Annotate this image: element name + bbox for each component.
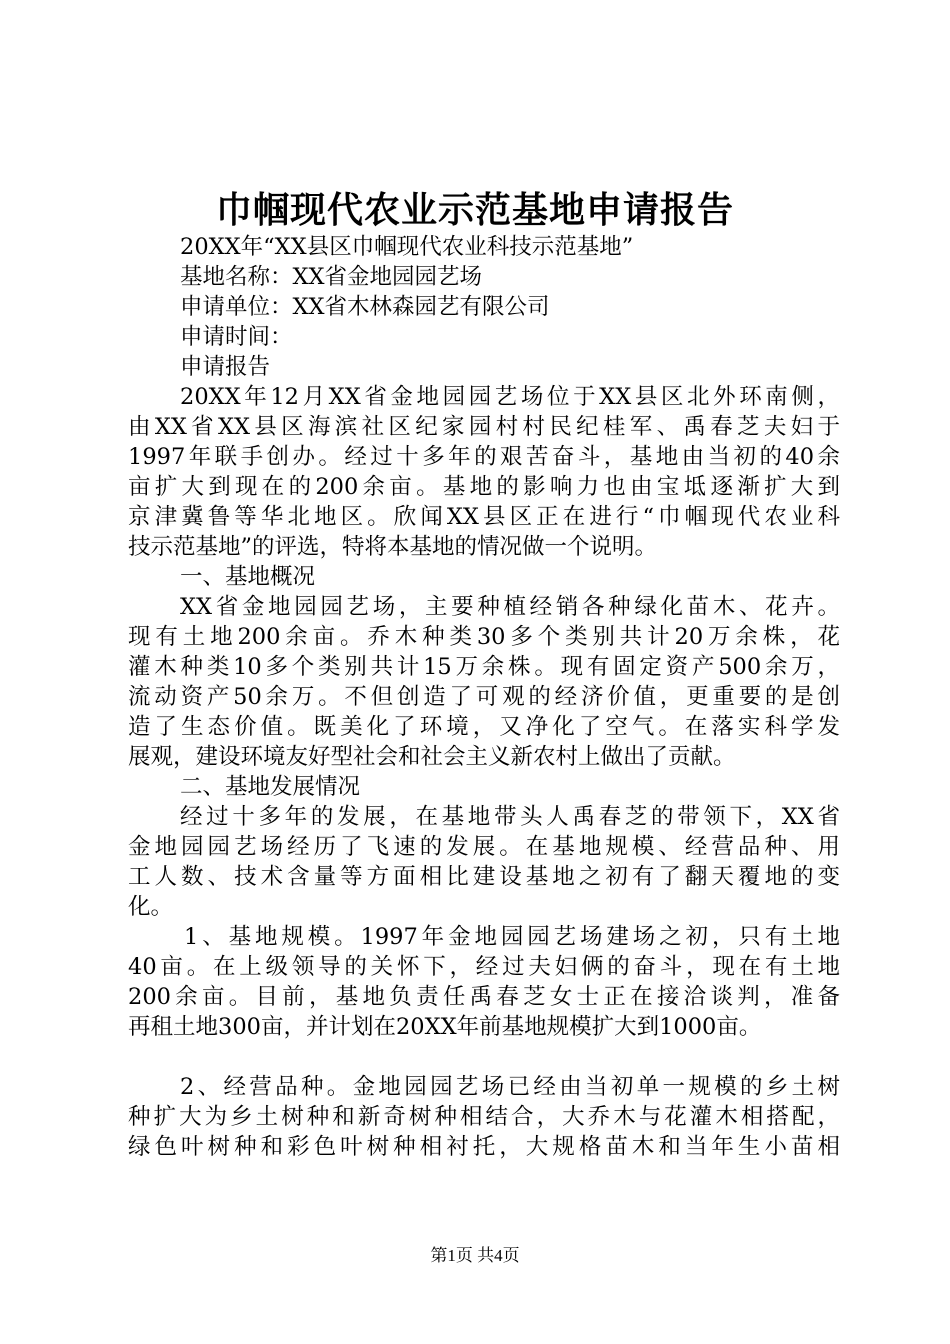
page-footer: 第1页 共4页	[430, 1246, 520, 1265]
document-body	[128, 232, 840, 1162]
intro-line: 亩扩大到现在的200余亩。基地的影响力也由宝坻逐渐扩大到	[128, 474, 840, 500]
header-line-date: 申请时间：	[180, 324, 293, 350]
development-line: 经过十多年的发展，在基地带头人禹春芝的带领下，XX省	[180, 804, 840, 830]
scale-line: 40亩。在上级领导的关怀下，经过夫妇俩的奋斗，现在有土地	[128, 954, 840, 980]
header-line-year: 20XX年“XX县区巾帼现代农业科技示范基地”	[180, 234, 634, 260]
intro-line: 技示范基地”的评选，特将本基地的情况做一个说明。	[128, 534, 658, 560]
varieties-line: 2、经营品种。金地园园艺场已经由当初单一规模的乡土树	[180, 1074, 840, 1100]
intro-line: 20XX年12月XX省金地园园艺场位于XX县区北外环南侧，	[180, 384, 840, 410]
header-line-report: 申请报告	[180, 354, 271, 380]
scale-line: 再租土地300亩，并计划在20XX年前基地规模扩大到1000亩。	[128, 1014, 762, 1040]
development-line: 金地园园艺场经历了飞速的发展。在基地规模、经营品种、用	[128, 834, 840, 860]
varieties-line: 绿色叶树种和彩色叶树种相衬托，大规格苗木和当年生小苗相	[128, 1134, 840, 1160]
varieties-line: 种扩大为乡土树种和新奇树种相结合，大乔木与花灌木相搭配，	[128, 1104, 840, 1130]
header-line-applicant: 申请单位：XX省木林森园艺有限公司	[180, 294, 550, 320]
header-line-base-name: 基地名称：XX省金地园园艺场	[180, 264, 483, 290]
development-line: 工人数、技术含量等方面相比建设基地之初有了翻天覆地的变	[128, 864, 840, 890]
document-title: 巾帼现代农业示范基地申请报告	[215, 189, 734, 231]
overview-line: XX省金地园园艺场，主要种植经销各种绿化苗木、花卉。	[180, 594, 840, 620]
paragraph-gap	[128, 1042, 840, 1072]
overview-line: 展观，建设环境友好型社会和社会主义新农村上做出了贡献。	[128, 744, 736, 770]
overview-line: 流动资产50余万。不但创造了可观的经济价值，更重要的是创	[128, 684, 840, 710]
overview-line: 灌木种类10多个类别共计15万余株。现有固定资产500余万，	[128, 654, 840, 680]
intro-line: 由XX省XX县区海滨社区纪家园村村民纪桂军、禹春芝夫妇于	[128, 414, 840, 440]
intro-line: 1997年联手创办。经过十多年的艰苦奋斗，基地由当初的40余	[128, 444, 840, 470]
section1-heading: 一、基地概况	[180, 564, 316, 590]
development-line: 化。	[128, 894, 174, 920]
scale-line: 200余亩。目前，基地负责任禹春芝女士正在接洽谈判，准备	[128, 984, 840, 1010]
intro-line: 京津冀鲁等华北地区。欣闻XX县区正在进行“巾帼现代农业科	[128, 504, 840, 530]
overview-line: 造了生态价值。既美化了环境，又净化了空气。在落实科学发	[128, 714, 840, 740]
overview-line: 现有土地200余亩。乔木种类30多个类别共计20万余株，花	[128, 624, 840, 650]
section2-heading: 二、基地发展情况	[180, 774, 361, 800]
scale-line: 1、基地规模。1997年金地园园艺场建场之初，只有土地	[184, 924, 840, 950]
